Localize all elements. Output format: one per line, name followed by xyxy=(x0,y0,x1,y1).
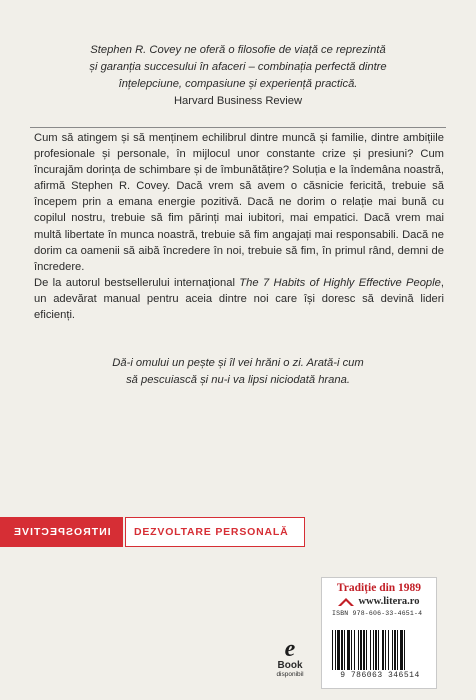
description-paragraph: Cum să atingem și să menținem echilibrul dintre muncă și familie, dintre ambițiile profesionale și personale, în mijlocul unor constante crize și presiuni? Cum încurajăm dorința de schimbare și de îmbunătățire? Soluția e la îndemâna noastră, afirmă Stephen R. Covey. Dacă vrem să avem o căsnicie fericită, trebuie să începem prin a emana energie pozitivă. Dacă ne dorim o relație mai bună cu copilul nostru, trebuie să fim părinți mai iubitori, mai empatici. Dacă vrem mai multă libertate în munca noastră, trebuie să fim angajați mai responsabili. Dacă ne dorim ca oamenii să aibă încredere în noi, trebuie să fim, în primul rând, demni de încredere. xyxy=(34,132,444,273)
publisher-box xyxy=(321,577,437,689)
quote-line: Stephen R. Covey ne oferă o filosofie de viață ce reprezintă xyxy=(90,44,386,56)
category-text: DEZVOLTARE PERSONALĂ xyxy=(134,526,289,538)
category-label-introspective xyxy=(0,517,123,547)
ebook-logo-icon: e xyxy=(284,636,296,662)
publisher-tradition: Tradiție din 1989 xyxy=(336,582,422,594)
publisher-logo-icon xyxy=(338,597,354,607)
ebook-availability: disponibil xyxy=(276,671,304,678)
ebook-badge xyxy=(270,638,310,679)
category-text-mirrored: INTROSPECTIVE xyxy=(12,526,111,538)
description-paragraph xyxy=(34,275,444,323)
barcode-number: 9 786063 346514 xyxy=(340,671,420,680)
isbn-number: ISBN 978-606-33-4651-4 xyxy=(332,610,423,617)
category-label-personal-development xyxy=(125,517,305,547)
paragraph-text: , un adevărat manual pentru aceia dintre noi care își doresc să devină lideri eficienți. xyxy=(34,276,444,322)
paragraph-text: De la autorul bestsellerului internațional xyxy=(34,276,240,289)
book-title-reference: The 7 Habits of Highly Effective People xyxy=(239,276,441,289)
book-description xyxy=(34,130,444,323)
closing-proverb xyxy=(40,355,436,389)
publisher-website: www.litera.ro xyxy=(358,596,420,607)
quote-line: înțelepciune, compasiune și experiență practică. xyxy=(118,78,358,90)
proverb-line: să pescuiască și nu-i va lipsi niciodată hrana. xyxy=(126,374,350,386)
proverb-line: Dă-i omului un pește și îl vei hrăni o zi. Arată-i cum xyxy=(112,357,364,369)
ebook-name: Book xyxy=(277,660,303,671)
divider-line xyxy=(30,127,446,128)
quote-source: Harvard Business Review xyxy=(173,95,303,107)
endorsement-quote xyxy=(40,42,436,110)
publisher-website-row xyxy=(322,596,436,607)
quote-line: și garanția succesului în afaceri – combinația perfectă dintre xyxy=(89,61,387,73)
barcode-icon xyxy=(332,630,428,670)
